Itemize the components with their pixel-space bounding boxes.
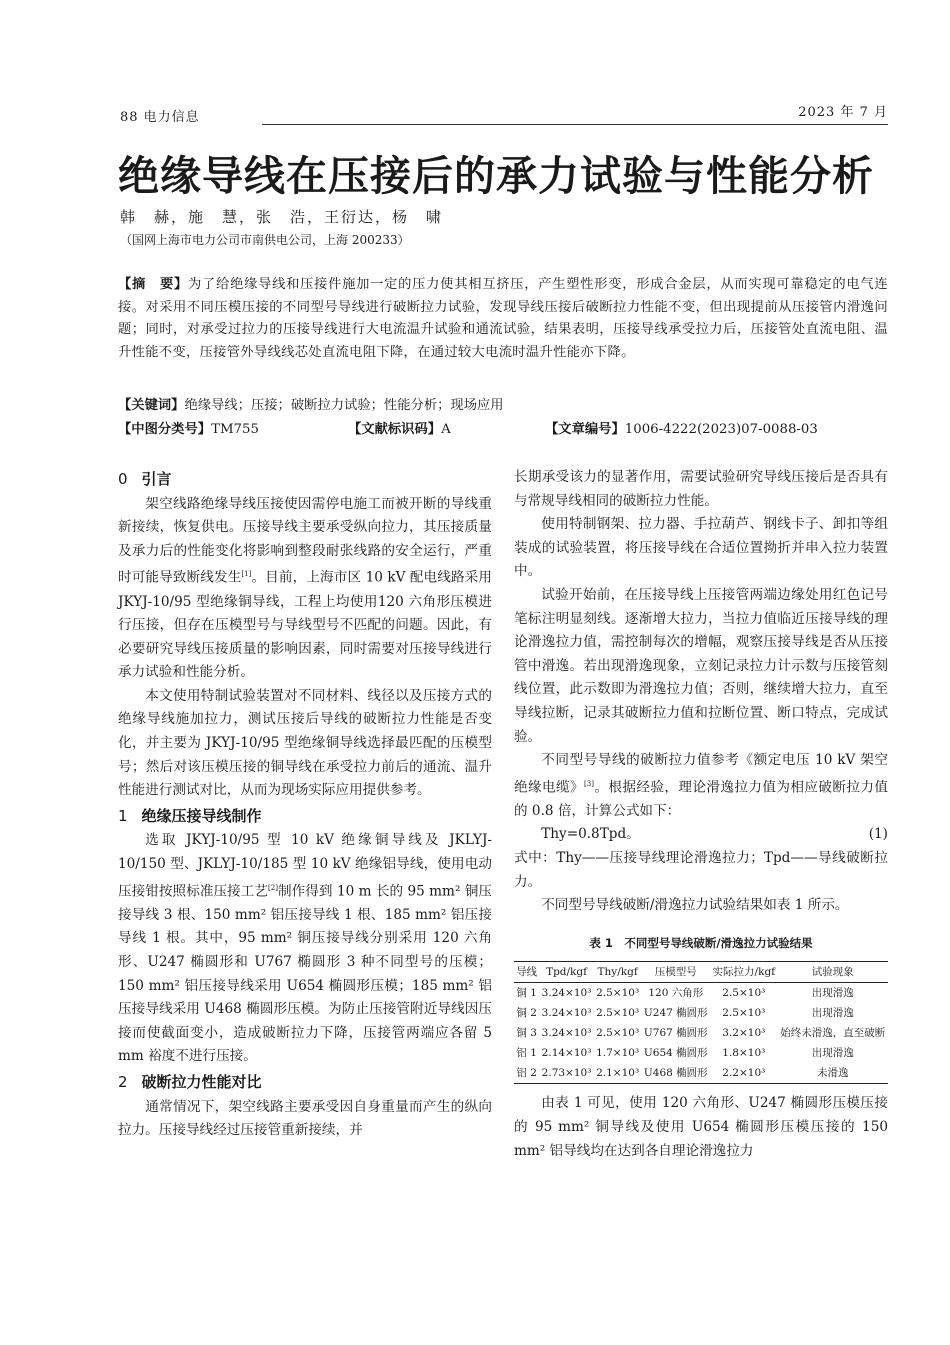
table-cell: 3.24×10³	[541, 1007, 592, 1020]
table-cell: U654 椭圆形	[643, 1047, 708, 1060]
paragraph: 由表 1 可见，使用 120 六角形、U247 椭圆形压模压接的 95 mm² 铜导线及使用 U654 椭圆形压模压接的 150 mm² 铝导线均在达到各自理论滑逸拉力	[514, 1095, 888, 1159]
authors: 韩 赫，施 慧，张 浩，王衍达，杨 啸	[120, 208, 444, 226]
issue-date: 2023 年 7 月	[798, 105, 888, 120]
table-cell: U468 椭圆形	[643, 1067, 708, 1080]
article-number	[545, 418, 818, 437]
table-cell: 3.2×10³	[722, 1027, 766, 1040]
article-number-value: 1006-4222(2023)07-0088-03	[624, 422, 818, 437]
table-cell: 2.14×10³	[541, 1047, 592, 1060]
clc-value: TM755	[211, 422, 259, 437]
table-row	[514, 1003, 888, 1023]
table-cell: 未滑逸	[817, 1067, 849, 1080]
paragraph: 架空线路绝缘导线压接使因需停电施工而被开断的导线重新接续，恢复供电。压接导线主要承受纵向拉力，其压接质量及承力后的性能变化将影响到整段耐张线路的安全运行，严重时可能导致断线发生[1]。目前，上海市区 10 kV 配电线路采用 JKYJ-10/95 型绝缘铜导线，工程上均使用120 六角形压模进行压接，但存在压模型号与导线型号不匹配的问题。因此，有必要研究导线压接质量的影响因素，同时需要对压接导线进行承力试验和性能分析。	[118, 495, 492, 681]
table-cell: 铝 1	[516, 1047, 537, 1060]
right-column	[514, 466, 888, 1163]
affiliation: （国网上海市电力公司市南供电公司，上海 200233）	[120, 233, 410, 247]
table-cell: U767 椭圆形	[643, 1027, 708, 1040]
paragraph: 长期承受该力的显著作用，需要试验研究导线压接后是否具有与常规导线相同的破断拉力性能。	[514, 469, 888, 509]
table-cell: 1.7×10³	[596, 1047, 640, 1060]
table-header-cell: 试验现象	[811, 966, 854, 979]
table-header-cell: Tpd/kgf	[546, 966, 588, 979]
table-cell: 铜 2	[516, 1007, 537, 1020]
table-cell: 铝 2	[516, 1067, 537, 1080]
keywords-text: 绝缘导线；压接；破断拉力试验；性能分析；现场应用	[184, 398, 504, 413]
table-cell: 120 六角形	[648, 987, 704, 1000]
keywords	[118, 394, 504, 413]
paragraph: 使用特制钢架、拉力器、手拉葫芦、钢线卡子、卸扣等组装成的试验装置，将压接导线在合适位置拗折并串入拉力装置中。	[514, 516, 888, 580]
paragraph: 本文使用特制试验装置对不同材料、线径以及压接方式的绝缘导线施加拉力，测试压接后导线的破断拉力性能是否变化，并主要为 JKYJ-10/95 型绝缘铜导线选择最匹配的压模型号；然后对该压模压接的铜导线在承受拉力前后的通流、温升性能进行测试对比，从而为现场实际应用提供参考。	[118, 687, 492, 799]
equation-1	[514, 823, 888, 847]
abstract-text: 为了给绝缘导线和压接件施加一定的压力使其相互挤压，产生塑性形变，形成合金层，从而实现可靠稳定的电气连接。对采用不同压模压接的不同型号导线进行破断拉力试验，发现导线压接后破断拉力性能不变，但出现提前从压接管内滑逸问题；同时，对承受过拉力的压接导线进行大电流温升试验和通流试验，结果表明，压接导线承受拉力后，压接管处直流电阻、温升性能不变，压接管外导线线芯处直流电阻下降，在通过较大电流时温升性能亦下降。	[118, 277, 889, 360]
results-table	[514, 961, 888, 1084]
table-cell: 出现滑逸	[811, 987, 854, 1000]
table-cell: 出现滑逸	[811, 1007, 854, 1020]
table-header-cell: Thy/kgf	[597, 966, 638, 979]
header-rule	[262, 124, 888, 125]
table-cell: 2.5×10³	[722, 1007, 766, 1020]
table-header-cell: 实际拉力/kgf	[712, 966, 776, 979]
table-row	[514, 1023, 888, 1043]
paper-title: 绝缘导线在压接后的承力试验与性能分析	[118, 152, 874, 200]
table-cell: 始终未滑逸，直至破断	[780, 1027, 886, 1040]
table-cell: 2.1×10³	[596, 1067, 640, 1080]
table-cell: 出现滑逸	[811, 1047, 854, 1060]
clc-number	[118, 418, 259, 437]
table-cell: 2.5×10³	[596, 1027, 640, 1040]
table-row	[514, 983, 888, 1004]
paragraph: 不同型号导线的破断拉力值参考《额定电压 10 kV 架空绝缘电缆》[3]。根据经验，理论滑逸拉力值为相应破断拉力值的 0.8 倍，计算公式如下：	[514, 752, 888, 819]
keywords-label: 【关键词】	[118, 398, 185, 413]
section-heading: 2 破断拉力性能对比	[118, 1072, 262, 1091]
doc-code-value: A	[441, 422, 451, 437]
page-number-journal: 88 电力信息	[120, 110, 200, 125]
paragraph: 不同型号导线破断/滑逸拉力试验结果如表 1 所示。	[541, 897, 849, 914]
table-cell: 2.5×10³	[722, 987, 766, 1000]
table-cell: U247 椭圆形	[643, 1007, 708, 1020]
abstract	[118, 274, 888, 364]
section-heading: 1 绝缘压接导线制作	[118, 806, 262, 825]
paragraph: 式中：Thy——压接导线理论滑逸拉力；Tpd——导线破断拉力。	[514, 850, 888, 890]
citation: [3]	[584, 779, 594, 788]
paragraph: 通常情况下，架空线路主要承受因自身重量而产生的纵向拉力。压接导线经过压接管重新接续，并	[118, 1098, 492, 1139]
table-cell: 2.2×10³	[722, 1067, 766, 1080]
table-row	[514, 1043, 888, 1063]
document-code	[348, 418, 451, 437]
table-cell: 3.24×10³	[541, 1027, 592, 1040]
citation: [2]	[268, 883, 278, 892]
equation: Thy=0.8Tpd。	[541, 826, 640, 843]
paragraph: 试验开始前，在压接导线上压接管两端边缘处用红色记号笔标注明显刻线。逐渐增大拉力，当拉力值临近压接导线的理论滑逸拉力值，需控制每次的增幅，观察压接导线是否从压接管中滑逸。若出现滑逸现象，立刻记录拉力计示数与压接管刻线位置，此示数即为滑逸拉力值；否则，继续增大拉力，直至导线拉断，记录其破断拉力值和拉断位置、断口特点，完成试验。	[514, 586, 888, 745]
doc-code-label: 【文献标识码】	[348, 422, 442, 437]
table-cell: 1.8×10³	[722, 1047, 766, 1060]
table-row	[514, 1063, 888, 1084]
citation: [1]	[241, 570, 252, 579]
table-cell: 3.24×10³	[541, 987, 592, 1000]
table-cell: 2.73×10³	[541, 1067, 592, 1080]
left-column	[118, 466, 492, 1143]
paragraph: 选取 JKYJ-10/95 型 10 kV 绝缘铜导线及 JKLYJ-10/150 型、JKLYJ-10/185 型 10 kV 绝缘铝导线，使用电动压接钳按照标准压接工艺[2]制作得到 10 m 长的 95 mm² 铜压接导线 3 根、150 mm² 铝压接导线 1 根、185 mm² 铝压接导线 1 根。其中，95 mm² 铜压接导线分别采用 120 六角形、U247 椭圆形和 U767 椭圆形 3 种不同型号的压模；150 mm² 铝压接导线采用 U654 椭圆形压模；185 mm² 铝压接导线采用 U468 椭圆形压模。为防止压接管附近导线因压接而使截面变小，造成破断拉力下降，压接管两端应各留 5 mm 裕度不进行压接。	[118, 832, 492, 1065]
table-header-row	[514, 962, 888, 983]
table-cell: 铜 1	[516, 987, 537, 1000]
clc-label: 【中图分类号】	[118, 422, 212, 437]
section-heading: 0 引言	[118, 470, 172, 488]
table-caption: 表 1 不同型号导线破断/滑逸拉力试验结果	[589, 935, 813, 950]
table-header-cell: 压模型号	[654, 966, 697, 979]
table-header-cell: 导线	[516, 966, 538, 979]
table-body	[514, 983, 888, 1084]
abstract-label: 【摘 要】	[118, 277, 189, 292]
table-cell: 2.5×10³	[596, 1007, 640, 1020]
equation-number: (1)	[868, 826, 888, 843]
article-number-label: 【文章编号】	[545, 422, 625, 437]
table-cell: 铜 3	[516, 1027, 537, 1040]
table-cell: 2.5×10³	[596, 987, 640, 1000]
